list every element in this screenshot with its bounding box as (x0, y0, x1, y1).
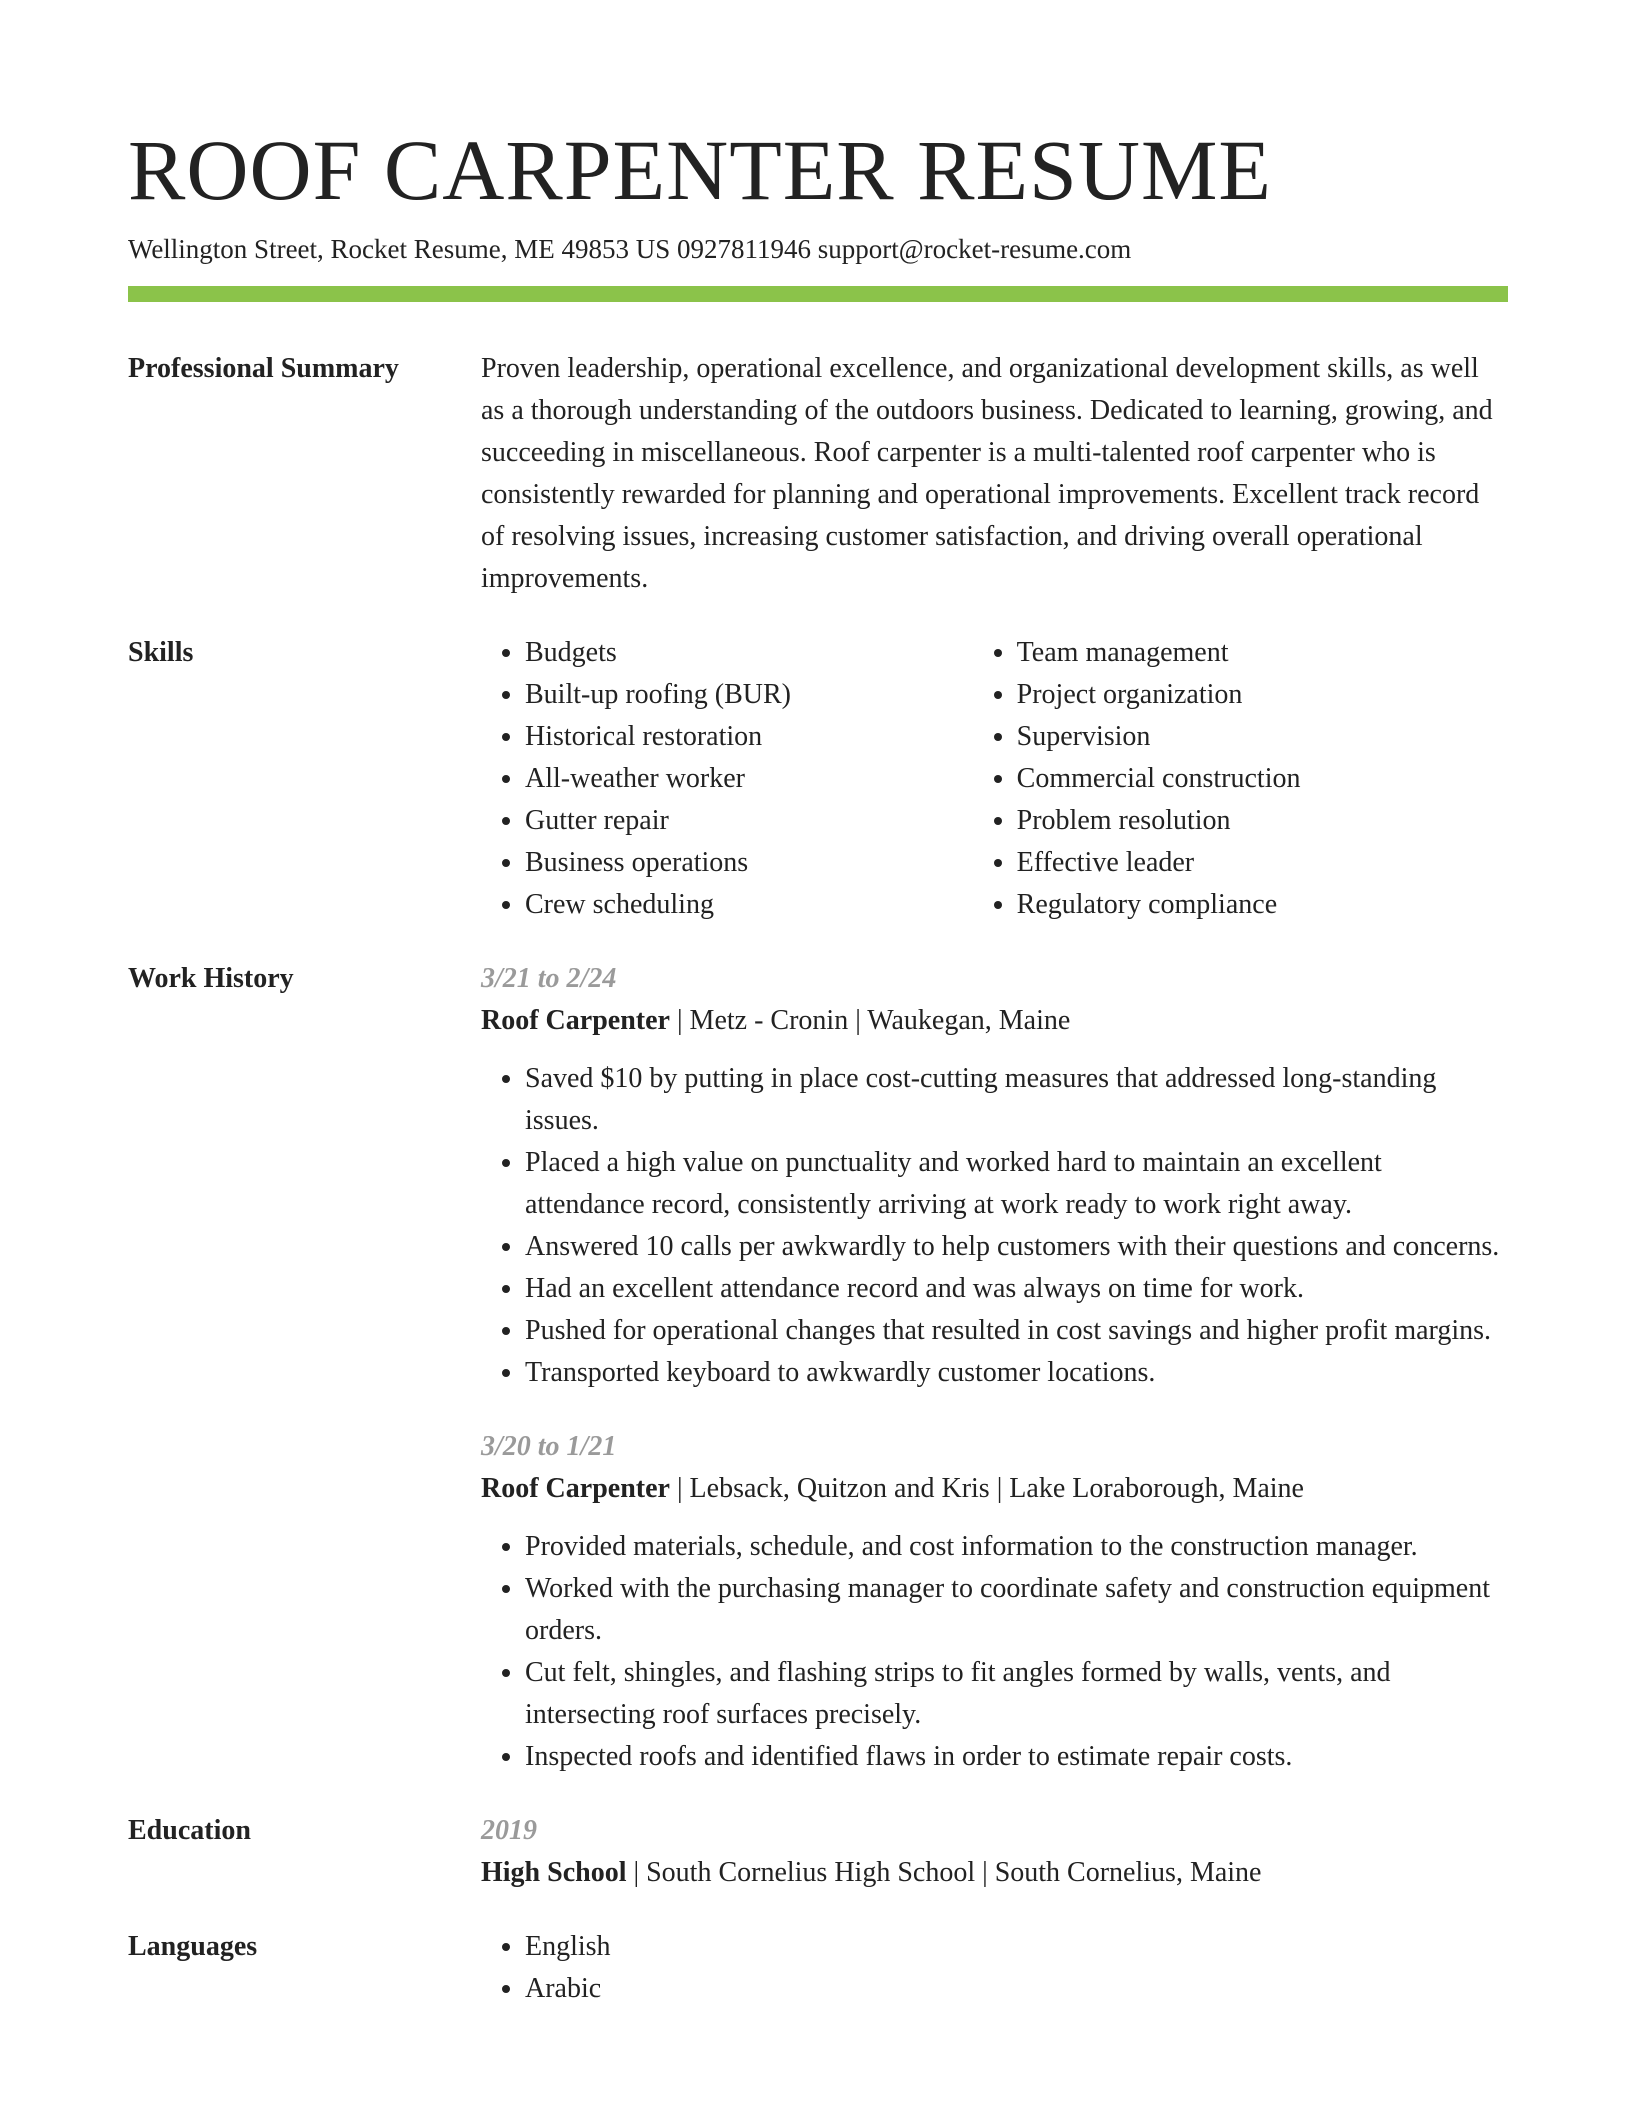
job-bullets (481, 1526, 1508, 1778)
job-bullet: • Provided materials, schedule, and cost information to the construction manager. (525, 1526, 1508, 1568)
skill-item: • Commercial construction (1017, 758, 1508, 800)
job-bullet: • Saved $10 by putting in place cost-cutting measures that addressed long-standing issues. (525, 1058, 1508, 1142)
job-role: Roof Carpenter (481, 1005, 670, 1036)
skill-item: • Effective leader (1017, 842, 1508, 884)
skill-item: • Regulatory compliance (1017, 884, 1508, 926)
job-bullets (481, 1058, 1508, 1394)
education-details: | South Cornelius High School | South Cornelius, Maine (626, 1857, 1262, 1888)
skill-item: • Gutter repair (525, 800, 973, 842)
skills-heading: Skills (128, 637, 194, 668)
resume-header (128, 120, 1508, 266)
skill-item: • All-weather worker (525, 758, 973, 800)
education-degree: High School (481, 1857, 627, 1888)
job-bullet: • Cut felt, shingles, and flashing strips to fit angles formed by walls, vents, and intersecting roof surfaces precisely. (525, 1652, 1508, 1736)
skills-body (481, 632, 1508, 926)
job-title-line (481, 1468, 1508, 1510)
skill-item: • Supervision (1017, 716, 1508, 758)
skills-list-right (973, 632, 1508, 926)
languages-section (128, 1926, 1508, 2010)
job-bullet: • Inspected roofs and identified flaws in order to estimate repair costs. (525, 1736, 1508, 1778)
skills-section (128, 632, 1508, 926)
education-body (481, 1810, 1508, 1894)
language-item: • English (525, 1926, 1508, 1968)
job-bullet: • Transported keyboard to awkwardly customer locations. (525, 1352, 1508, 1394)
work-history-section (128, 958, 1508, 1778)
job-dates: 3/21 to 2/24 (481, 963, 617, 994)
skill-item: • Budgets (525, 632, 973, 674)
contact-info: Wellington Street, Rocket Resume, ME 49853 US 0927811946 support@rocket-resume.com (128, 234, 1132, 264)
skill-item: • Business operations (525, 842, 973, 884)
job-details: | Lebsack, Quitzon and Kris | Lake Loraborough, Maine (669, 1473, 1304, 1504)
job-details: | Metz - Cronin | Waukegan, Maine (669, 1005, 1071, 1036)
job-entry (481, 1426, 1508, 1778)
accent-divider (128, 286, 1508, 302)
language-item: • Arabic (525, 1968, 1508, 2010)
job-bullet: • Worked with the purchasing manager to coordinate safety and construction equipment orders. (525, 1568, 1508, 1652)
job-bullet: • Answered 10 calls per awkwardly to help customers with their questions and concerns. (525, 1226, 1508, 1268)
skill-item: • Built-up roofing (BUR) (525, 674, 973, 716)
job-dates: 3/20 to 1/21 (481, 1431, 617, 1462)
languages-heading: Languages (128, 1931, 258, 1962)
languages-list (481, 1926, 1508, 2010)
job-bullet: • Had an excellent attendance record and was always on time for work. (525, 1268, 1508, 1310)
skill-item: • Crew scheduling (525, 884, 973, 926)
job-entry (481, 958, 1508, 1394)
work-history-body (481, 958, 1508, 1778)
skill-item: • Problem resolution (1017, 800, 1508, 842)
resume-sections (128, 348, 1508, 2010)
work-history-heading: Work History (128, 963, 294, 994)
skill-item: • Team management (1017, 632, 1508, 674)
summary-heading: Professional Summary (128, 353, 399, 384)
skill-item: • Historical restoration (525, 716, 973, 758)
languages-body (481, 1926, 1508, 2010)
summary-body (481, 348, 1508, 600)
summary-section (128, 348, 1508, 600)
job-bullet: • Placed a high value on punctuality and worked hard to maintain an excellent attendance record, consistently arriving at work ready to work right away. (525, 1142, 1508, 1226)
skills-list-left (481, 632, 973, 926)
education-section (128, 1810, 1508, 1894)
job-role: Roof Carpenter (481, 1473, 670, 1504)
education-year: 2019 (481, 1815, 537, 1846)
skill-item: • Project organization (1017, 674, 1508, 716)
summary-text: Proven leadership, operational excellence, and organizational development skills, as well as a thorough understanding of the outdoors business. Dedicated to learning, growing, and succeeding in miscellaneous. Roof carpenter is a multi-talented roof carpenter who is consistently rewarded for planning and operational improvements. Excellent track record of resolving issues, increasing customer satisfaction, and driving overall operational improvements. (481, 353, 1493, 594)
resume-title: ROOF CARPENTER RESUME (128, 122, 1272, 218)
education-line (481, 1852, 1508, 1894)
job-title-line (481, 1000, 1508, 1042)
education-heading: Education (128, 1815, 251, 1846)
job-bullet: • Pushed for operational changes that resulted in cost savings and higher profit margins. (525, 1310, 1508, 1352)
